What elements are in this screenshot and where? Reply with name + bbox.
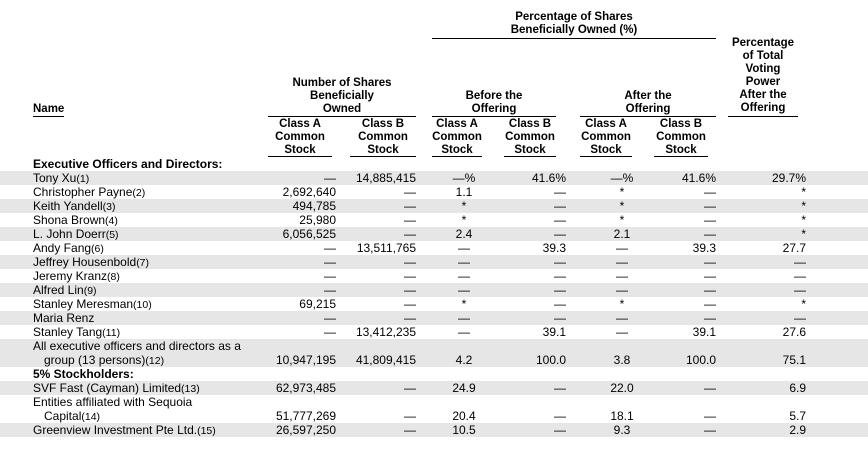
cell-a: — xyxy=(324,283,336,297)
cell-ab: — xyxy=(704,199,716,213)
cell-ba: — xyxy=(458,283,470,297)
before-rule xyxy=(432,116,556,117)
holder-name-text: SVF Fast (Cayman) Limited xyxy=(33,381,182,395)
holder-name-text: Keith Yandell xyxy=(33,199,103,213)
cell-ab: — xyxy=(704,297,716,311)
cell-a: — xyxy=(324,171,336,185)
table-row xyxy=(0,297,868,311)
cell-a: — xyxy=(324,241,336,255)
cell-a: — xyxy=(324,255,336,269)
footnote-ref: (11) xyxy=(102,327,121,339)
cell-aa: — xyxy=(616,311,628,325)
cell-v: * xyxy=(801,213,806,227)
subhdr-line: Common xyxy=(581,131,631,143)
cell-v: — xyxy=(794,255,806,269)
cell-a: 2,692,640 xyxy=(282,185,336,199)
subhdr-line: Class A xyxy=(436,118,478,130)
header-after-offering xyxy=(580,90,716,116)
subhdr-line: Stock xyxy=(665,144,697,156)
table-row xyxy=(0,255,868,269)
footnote-ref: (13) xyxy=(181,383,200,395)
cell-v: 29.7% xyxy=(771,171,806,185)
holder-name xyxy=(33,311,94,326)
subhdr-shares-classA xyxy=(268,118,332,157)
subhdr-shares-classB xyxy=(350,118,416,157)
table-row xyxy=(0,227,868,241)
cell-bb: — xyxy=(554,213,566,227)
cell-bb: — xyxy=(554,423,566,437)
cell-bb: 39.1 xyxy=(542,325,566,339)
subhdr-line: Class A xyxy=(279,118,321,130)
cell-v: 5.7 xyxy=(789,409,806,423)
cell-aa: * xyxy=(619,297,625,311)
header-voting-line5: After the xyxy=(739,89,787,101)
header-num-shares-line2: Beneficially xyxy=(310,90,374,102)
holder-name xyxy=(33,241,104,256)
section-label: 5% Stockholders: xyxy=(33,367,134,381)
cell-b: — xyxy=(404,227,416,241)
subhdr-line: Stock xyxy=(514,144,546,156)
cell-v: * xyxy=(801,185,806,199)
table-row xyxy=(0,213,868,227)
cell-b: 41,809,415 xyxy=(355,353,416,367)
subhdr-line: Stock xyxy=(590,144,622,156)
cell-ab: — xyxy=(704,213,716,227)
cell-ba: —% xyxy=(452,171,476,185)
cell-ba: 2.4 xyxy=(455,227,473,241)
table-row xyxy=(0,311,868,325)
holder-name xyxy=(33,381,200,396)
cell-b: — xyxy=(404,269,416,283)
cell-ba: 10.5 xyxy=(452,423,476,437)
cell-bb: — xyxy=(554,255,566,269)
cell-aa: 3.8 xyxy=(613,353,631,367)
cell-aa: 9.3 xyxy=(613,423,631,437)
subhdr-line: Class A xyxy=(585,118,627,130)
pct-owned-rule xyxy=(432,38,716,39)
subhdr-line: Common xyxy=(505,131,555,143)
cell-v: 27.6 xyxy=(782,325,806,339)
footnote-ref: (2) xyxy=(132,187,146,199)
cell-ba: * xyxy=(461,213,467,227)
header-num-shares-line3: Owned xyxy=(322,103,362,115)
cell-a: — xyxy=(324,269,336,283)
cell-bb: — xyxy=(554,297,566,311)
cell-a: — xyxy=(324,325,336,339)
cell-ab: 100.0 xyxy=(685,353,716,367)
holder-name xyxy=(33,213,118,228)
subhdr-line: Class B xyxy=(361,118,405,130)
holder-name-text: Christopher Payne xyxy=(33,185,133,199)
holder-name xyxy=(33,185,145,200)
holder-name xyxy=(33,227,119,242)
cell-ba: — xyxy=(458,255,470,269)
table-row xyxy=(0,283,868,297)
after-rule xyxy=(580,116,716,117)
cell-v: * xyxy=(801,199,806,213)
table-row xyxy=(0,199,868,213)
subhdr-after-classB xyxy=(654,118,708,157)
cell-aa: * xyxy=(619,199,625,213)
footnote-ref: (14) xyxy=(81,411,101,423)
cell-ba: 20.4 xyxy=(452,409,476,423)
cell-b: — xyxy=(404,297,416,311)
table-row xyxy=(0,423,868,437)
cell-ba: 1.1 xyxy=(455,185,473,199)
cell-ab: 39.3 xyxy=(692,241,716,255)
subhdr-line: Stock xyxy=(284,144,316,156)
header-voting-line6: Offering xyxy=(740,102,786,114)
cell-a: 6,056,525 xyxy=(282,227,336,241)
holder-name-text: Tony Xu xyxy=(33,171,77,185)
header-name: Name xyxy=(33,103,65,115)
num-shares-rule xyxy=(268,116,416,117)
cell-v: — xyxy=(794,311,806,325)
holder-name xyxy=(33,171,89,186)
cell-ba: 24.9 xyxy=(452,381,476,395)
footnote-ref: (10) xyxy=(133,299,152,311)
cell-bb: — xyxy=(554,311,566,325)
holder-name xyxy=(33,423,216,438)
footnote-ref: (4) xyxy=(105,215,118,227)
cell-b: — xyxy=(404,423,416,437)
cell-aa: — xyxy=(616,325,628,339)
holder-name xyxy=(33,269,120,284)
header-before-offering xyxy=(432,90,556,116)
subhdr-before-classA xyxy=(432,118,482,157)
table-row xyxy=(0,171,868,185)
cell-v: * xyxy=(801,227,806,241)
cell-ab: — xyxy=(704,283,716,297)
cell-ab: — xyxy=(704,423,716,437)
holder-name-text: Capital xyxy=(44,409,82,423)
holder-name-text: Shona Brown xyxy=(33,213,106,227)
footnote-ref: (15) xyxy=(197,425,216,437)
cell-bb: 41.6% xyxy=(531,171,566,185)
holder-name-text: Jeremy Kranz xyxy=(33,269,108,283)
footnote-ref: (7) xyxy=(136,257,150,269)
section-5pct-stockholders xyxy=(0,367,868,381)
cell-aa: — xyxy=(616,255,628,269)
cell-b: 13,412,235 xyxy=(355,325,416,339)
holder-name-line2 xyxy=(33,353,241,368)
cell-b: — xyxy=(404,213,416,227)
holder-name-text: group (13 persons) xyxy=(44,353,146,367)
cell-ab: — xyxy=(704,381,716,395)
holder-name-text: L. John Doerr xyxy=(33,227,106,241)
footnote-ref: (12) xyxy=(145,355,165,367)
cell-v: — xyxy=(794,269,806,283)
cell-a: — xyxy=(324,311,336,325)
cell-ab: 41.6% xyxy=(681,171,716,185)
table-row xyxy=(0,185,868,199)
cell-aa: 2.1 xyxy=(613,227,631,241)
cell-a: 494,785 xyxy=(292,199,336,213)
header-before-line2: Offering xyxy=(471,103,517,115)
cell-ba: * xyxy=(461,297,467,311)
cell-ab: 39.1 xyxy=(692,325,716,339)
subhdr-line: Common xyxy=(656,131,706,143)
footnote-ref: (5) xyxy=(105,229,119,241)
cell-v: 6.9 xyxy=(789,381,806,395)
cell-aa: — xyxy=(616,241,628,255)
cell-bb: — xyxy=(554,185,566,199)
cell-a: 26,597,250 xyxy=(275,423,336,437)
holder-name-text: Stanley Meresman xyxy=(33,297,134,311)
cell-bb: — xyxy=(554,381,566,395)
holder-name-text: Greenview Investment Pte Ltd. xyxy=(33,423,198,437)
cell-bb: — xyxy=(554,227,566,241)
table-row xyxy=(0,395,868,423)
cell-ba: — xyxy=(458,241,470,255)
cell-ba: * xyxy=(461,199,467,213)
holder-name xyxy=(33,339,241,368)
cell-b: — xyxy=(404,199,416,213)
cell-ab: — xyxy=(704,227,716,241)
holder-name xyxy=(33,283,97,298)
holder-name-line1: Entities affiliated with Sequoia xyxy=(33,395,193,409)
cell-ab: — xyxy=(704,269,716,283)
cell-b: — xyxy=(404,283,416,297)
cell-ab: — xyxy=(704,311,716,325)
cell-b: — xyxy=(404,381,416,395)
ownership-table-body xyxy=(0,157,868,437)
cell-a: 51,777,269 xyxy=(275,409,336,423)
holder-name xyxy=(33,255,149,270)
cell-ba: 4.2 xyxy=(455,353,473,367)
cell-ba: — xyxy=(458,325,470,339)
cell-aa: * xyxy=(619,213,625,227)
holder-name-text: Maria Renz xyxy=(33,311,95,325)
cell-b: — xyxy=(404,311,416,325)
header-num-shares xyxy=(268,77,416,116)
cell-v: 2.9 xyxy=(789,423,806,437)
cell-v: 75.1 xyxy=(782,353,806,367)
cell-v: 27.7 xyxy=(782,241,806,255)
cell-a: 10,947,195 xyxy=(275,353,336,367)
cell-ab: — xyxy=(704,185,716,199)
cell-a: 62,973,485 xyxy=(275,381,336,395)
cell-ba: — xyxy=(458,269,470,283)
header-pct-owned-line2: Beneficially Owned (%) xyxy=(510,24,638,36)
header-voting-line3: Voting xyxy=(745,63,781,75)
holder-name-text: Stanley Tang xyxy=(33,325,103,339)
header-num-shares-line1: Number of Shares xyxy=(292,77,392,89)
subhdr-line: Class B xyxy=(659,118,703,130)
subhdr-line: Class B xyxy=(508,118,552,130)
cell-b: 13,511,765 xyxy=(356,241,416,255)
section-executive-officers xyxy=(0,157,868,171)
header-after-line2: Offering xyxy=(625,103,671,115)
header-voting-line2: of Total xyxy=(742,50,784,62)
cell-b: — xyxy=(404,409,416,423)
footnote-ref: (6) xyxy=(91,243,104,255)
cell-aa: 18.1 xyxy=(610,409,634,423)
holder-name xyxy=(33,199,115,214)
table-row xyxy=(0,325,868,339)
holder-name-text: Jeffrey Housenbold xyxy=(33,255,137,269)
table-row xyxy=(0,269,868,283)
cell-a: 69,215 xyxy=(299,297,336,311)
cell-bb: — xyxy=(554,409,566,423)
header-voting-line4: Power xyxy=(745,76,781,88)
holder-name xyxy=(33,395,192,424)
table-row xyxy=(0,241,868,255)
holder-name xyxy=(33,297,152,312)
header-before-line1: Before the xyxy=(465,90,523,102)
cell-aa: 22.0 xyxy=(610,381,634,395)
cell-bb: — xyxy=(554,283,566,297)
holder-name-line2 xyxy=(33,409,192,424)
footnote-ref: (9) xyxy=(83,285,97,297)
cell-aa: — xyxy=(616,283,628,297)
cell-bb: — xyxy=(554,269,566,283)
cell-bb: 39.3 xyxy=(542,241,566,255)
cell-a: 25,980 xyxy=(299,213,336,227)
subhdr-before-classB xyxy=(504,118,556,157)
cell-bb: — xyxy=(554,199,566,213)
cell-ab: — xyxy=(704,255,716,269)
cell-aa: * xyxy=(619,185,625,199)
cell-ba: — xyxy=(458,311,470,325)
subhdr-after-classA xyxy=(580,118,632,157)
footnote-ref: (8) xyxy=(107,271,120,283)
header-pct-owned xyxy=(432,11,716,37)
holder-name xyxy=(33,325,120,340)
subhdr-line: Common xyxy=(432,131,482,143)
table-row xyxy=(0,339,868,367)
subhdr-line: Common xyxy=(358,131,408,143)
subhdr-line: Common xyxy=(275,131,325,143)
subhdr-line: Stock xyxy=(441,144,473,156)
cell-aa: —% xyxy=(610,171,634,185)
cell-bb: 100.0 xyxy=(535,353,566,367)
cell-v: — xyxy=(794,283,806,297)
footnote-ref: (3) xyxy=(102,201,116,213)
cell-v: * xyxy=(801,297,806,311)
table-row xyxy=(0,381,868,395)
cell-aa: — xyxy=(616,269,628,283)
cell-b: — xyxy=(404,185,416,199)
header-pct-owned-line1: Percentage of Shares xyxy=(515,11,633,23)
header-voting-line1: Percentage xyxy=(731,37,794,49)
voting-rule xyxy=(728,116,798,117)
holder-name-text: Andy Fang xyxy=(33,241,92,255)
cell-b: 14,885,415 xyxy=(355,171,416,185)
holder-name-line1: All executive officers and directors as a xyxy=(33,339,241,353)
subhdr-line: Stock xyxy=(367,144,399,156)
header-after-line1: After the xyxy=(624,90,672,102)
header-voting-power xyxy=(728,37,798,115)
footnote-ref: (1) xyxy=(76,173,90,185)
cell-ab: — xyxy=(704,409,716,423)
cell-b: — xyxy=(404,255,416,269)
holder-name-text: Alfred Lin xyxy=(33,283,84,297)
section-label: Executive Officers and Directors: xyxy=(33,157,223,171)
